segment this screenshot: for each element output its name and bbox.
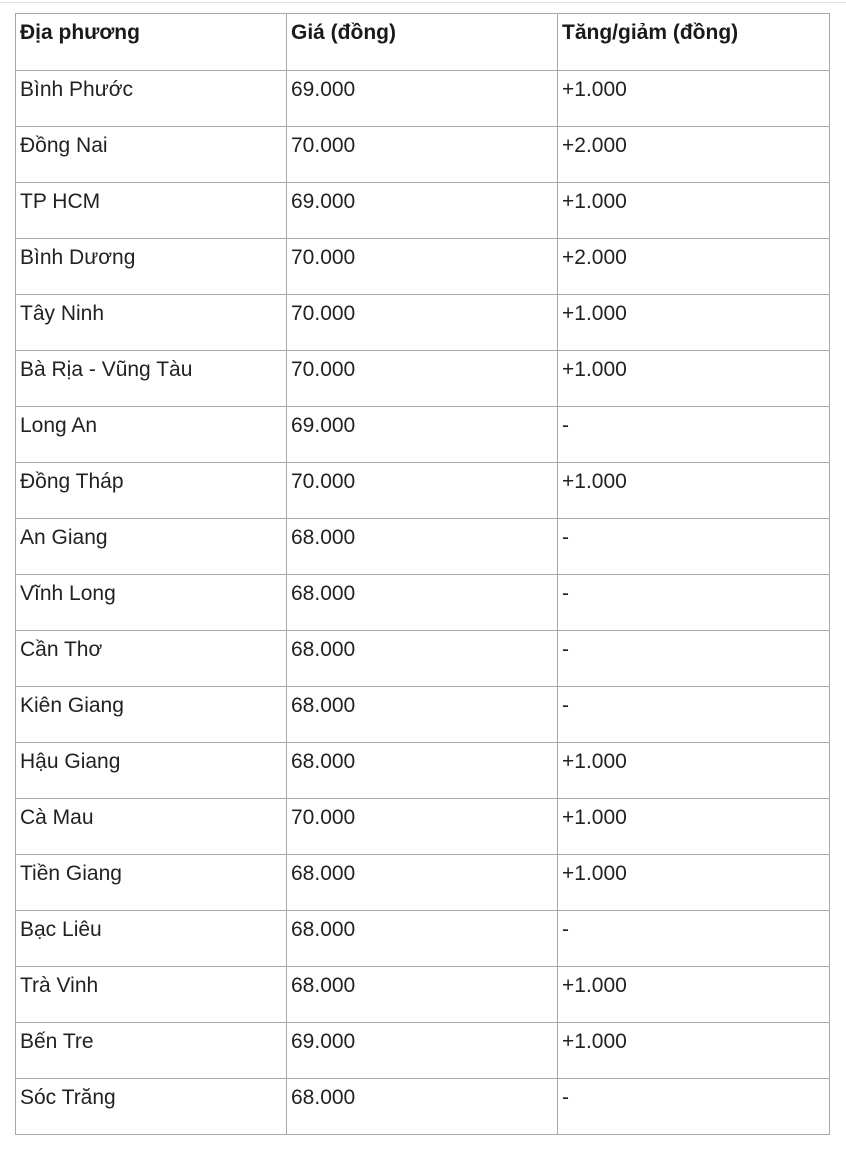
cell-region-text: An Giang — [20, 526, 108, 549]
table-header — [16, 14, 830, 71]
cell-change-text: +2.000 — [562, 246, 627, 269]
cell-price-text: 70.000 — [291, 302, 356, 325]
cell-region — [16, 1023, 287, 1079]
cell-price — [287, 71, 558, 127]
cell-price — [287, 575, 558, 631]
header-region-label: Địa phương — [20, 21, 140, 44]
cell-region-text: Hậu Giang — [20, 750, 121, 773]
cell-change — [558, 687, 830, 743]
cell-region-text: Kiên Giang — [20, 694, 124, 717]
cell-price — [287, 239, 558, 295]
header-region — [16, 14, 287, 71]
cell-region — [16, 967, 287, 1023]
cell-region-text: Tây Ninh — [20, 302, 105, 325]
table-row — [16, 519, 830, 575]
cell-price — [287, 183, 558, 239]
cell-region — [16, 351, 287, 407]
cell-region — [16, 631, 287, 687]
cell-price — [287, 463, 558, 519]
cell-region — [16, 519, 287, 575]
cell-change — [558, 127, 830, 183]
cell-change-text: +1.000 — [562, 1030, 627, 1053]
cell-region — [16, 71, 287, 127]
cell-region-text: Sóc Trăng — [20, 1086, 116, 1109]
cell-price-text: 69.000 — [291, 190, 356, 213]
cell-price — [287, 631, 558, 687]
table-row — [16, 1023, 830, 1079]
cell-price — [287, 743, 558, 799]
table-row — [16, 967, 830, 1023]
cell-change — [558, 575, 830, 631]
cell-region-text: Đồng Nai — [20, 134, 108, 157]
cell-change-text: +1.000 — [562, 862, 627, 885]
cell-region-text: Bạc Liêu — [20, 918, 102, 941]
cell-change-text: +1.000 — [562, 470, 627, 493]
table-row — [16, 295, 830, 351]
cell-price-text: 70.000 — [291, 470, 356, 493]
table-row — [16, 239, 830, 295]
cell-price — [287, 967, 558, 1023]
cell-region-text: Bến Tre — [20, 1030, 94, 1053]
cell-change — [558, 743, 830, 799]
cell-region — [16, 463, 287, 519]
cell-region-text: TP HCM — [20, 190, 101, 213]
cell-region-text: Bình Dương — [20, 246, 136, 269]
table-row — [16, 855, 830, 911]
cell-price-text: 69.000 — [291, 1030, 356, 1053]
cell-price-text: 68.000 — [291, 918, 356, 941]
cell-region — [16, 799, 287, 855]
cell-change — [558, 351, 830, 407]
cell-price-text: 68.000 — [291, 862, 356, 885]
cell-change-text: - — [562, 918, 569, 941]
cell-price — [287, 519, 558, 575]
cell-change-text: - — [562, 638, 569, 661]
cell-change-text: +1.000 — [562, 974, 627, 997]
cell-change-text: +1.000 — [562, 358, 627, 381]
cell-change-text: +1.000 — [562, 190, 627, 213]
cell-price-text: 68.000 — [291, 526, 356, 549]
cell-region — [16, 743, 287, 799]
header-price-label: Giá (đồng) — [291, 21, 396, 44]
price-table — [15, 13, 830, 1135]
cell-region — [16, 855, 287, 911]
table-row — [16, 743, 830, 799]
cell-region — [16, 575, 287, 631]
cell-change — [558, 519, 830, 575]
cell-region-text: Đồng Tháp — [20, 470, 124, 493]
cell-price-text: 70.000 — [291, 806, 356, 829]
table-body — [16, 71, 830, 1135]
cell-change — [558, 1079, 830, 1135]
cell-region-text: Bà Rịa - Vũng Tàu — [20, 358, 193, 381]
cell-change — [558, 295, 830, 351]
cell-region — [16, 407, 287, 463]
cell-region-text: Cần Thơ — [20, 638, 103, 661]
cell-change-text: - — [562, 1086, 569, 1109]
cell-change — [558, 71, 830, 127]
header-change-label: Tăng/giảm (đồng) — [562, 21, 739, 44]
table-row — [16, 575, 830, 631]
cell-region-text: Vĩnh Long — [20, 582, 116, 605]
cell-price — [287, 687, 558, 743]
cell-region-text: Cà Mau — [20, 806, 94, 829]
cell-price-text: 68.000 — [291, 1086, 356, 1109]
cell-change-text: +1.000 — [562, 78, 627, 101]
cell-price-text: 68.000 — [291, 694, 356, 717]
cell-price-text: 69.000 — [291, 78, 356, 101]
cell-region-text: Long An — [20, 414, 98, 437]
header-price — [287, 14, 558, 71]
cell-region — [16, 127, 287, 183]
cell-price — [287, 127, 558, 183]
cell-region — [16, 1079, 287, 1135]
cell-region-text: Trà Vinh — [20, 974, 99, 997]
cell-change-text: +1.000 — [562, 806, 627, 829]
table-row — [16, 799, 830, 855]
cell-region — [16, 687, 287, 743]
header-change — [558, 14, 830, 71]
cell-change — [558, 855, 830, 911]
cell-price — [287, 351, 558, 407]
table-row — [16, 631, 830, 687]
cell-price-text: 69.000 — [291, 414, 356, 437]
cell-price-text: 70.000 — [291, 358, 356, 381]
cell-change — [558, 1023, 830, 1079]
table-row — [16, 911, 830, 967]
cell-region — [16, 239, 287, 295]
top-divider — [0, 2, 846, 3]
cell-change — [558, 799, 830, 855]
cell-price — [287, 1023, 558, 1079]
cell-change — [558, 967, 830, 1023]
cell-region-text: Bình Phước — [20, 78, 134, 101]
table-row — [16, 351, 830, 407]
cell-price — [287, 295, 558, 351]
cell-region — [16, 911, 287, 967]
cell-region-text: Tiền Giang — [20, 862, 122, 885]
cell-change — [558, 631, 830, 687]
table-row — [16, 183, 830, 239]
table-row — [16, 687, 830, 743]
cell-change-text: +2.000 — [562, 134, 627, 157]
cell-region — [16, 183, 287, 239]
cell-change-text: - — [562, 526, 569, 549]
cell-change — [558, 239, 830, 295]
cell-price-text: 68.000 — [291, 582, 356, 605]
cell-region — [16, 295, 287, 351]
cell-change-text: - — [562, 694, 569, 717]
cell-price — [287, 799, 558, 855]
cell-change-text: +1.000 — [562, 750, 627, 773]
table-row — [16, 407, 830, 463]
table-row — [16, 1079, 830, 1135]
cell-change — [558, 407, 830, 463]
cell-price-text: 68.000 — [291, 750, 356, 773]
cell-price — [287, 911, 558, 967]
cell-change-text: - — [562, 414, 569, 437]
table-row — [16, 127, 830, 183]
table-row — [16, 463, 830, 519]
cell-price — [287, 1079, 558, 1135]
table-header-row — [16, 14, 830, 71]
cell-change — [558, 911, 830, 967]
cell-price-text: 68.000 — [291, 974, 356, 997]
cell-change — [558, 183, 830, 239]
cell-price-text: 70.000 — [291, 134, 356, 157]
cell-price — [287, 855, 558, 911]
cell-price-text: 70.000 — [291, 246, 356, 269]
cell-price — [287, 407, 558, 463]
cell-change-text: - — [562, 582, 569, 605]
cell-price-text: 68.000 — [291, 638, 356, 661]
cell-change-text: +1.000 — [562, 302, 627, 325]
table-row — [16, 71, 830, 127]
cell-change — [558, 463, 830, 519]
